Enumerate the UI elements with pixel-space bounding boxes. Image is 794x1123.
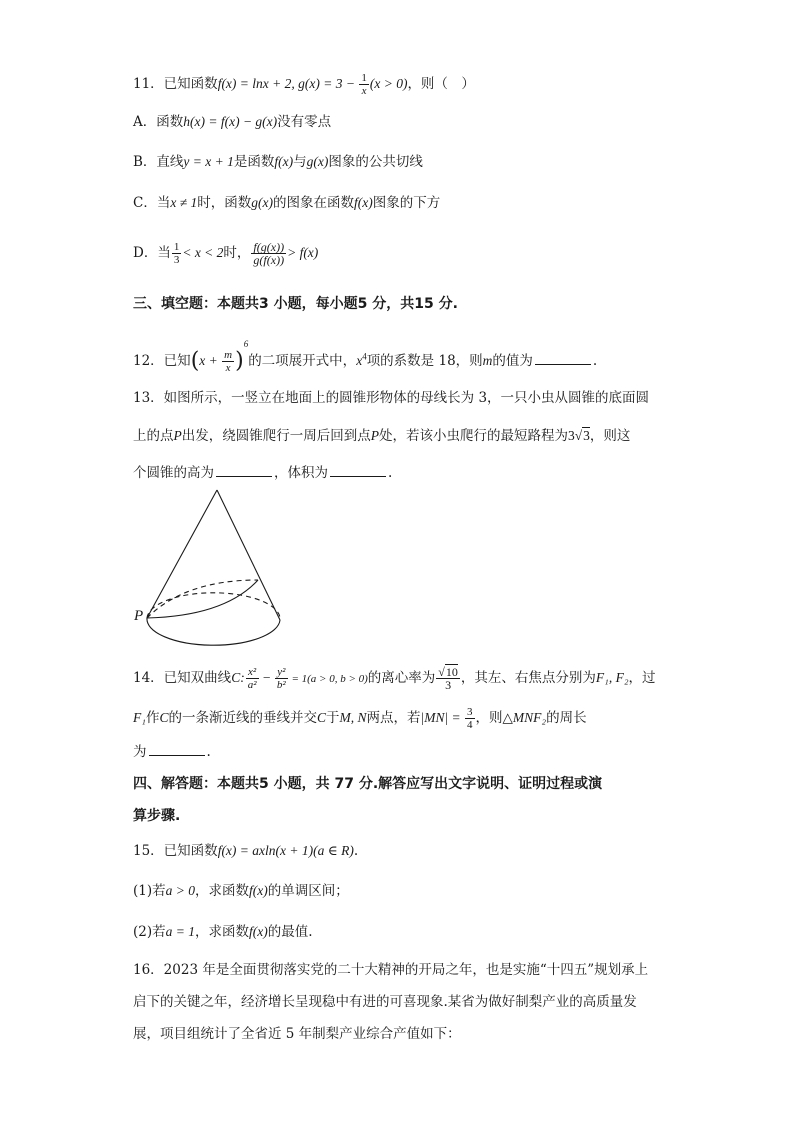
q11-option-a: A．函数h(x) = f(x) − g(x)没有零点 [133, 114, 332, 130]
q11-option-b: B．直线y = x + 1是函数f(x)与g(x)图象的公共切线 [133, 154, 423, 170]
bug-path-front [147, 580, 258, 618]
section-solve-heading-2: 算步骤. [133, 808, 181, 824]
q15-part-1: (1)若a > 0，求函数f(x)的单调区间； [133, 883, 349, 899]
q16-line-1: 16．2023 年是全面贯彻落实党的二十大精神的开局之年，也是实施“十四五”规划承上 [133, 962, 649, 978]
q13-height-blank [216, 464, 272, 477]
q16-line-2: 启下的关键之年，经济增长呈现稳中有进的可喜现象.某省为做好制梨产业的高质量发 [133, 994, 637, 1010]
cone-base-front [147, 618, 280, 645]
q14-line-2: F₁作C的一条渐近线的垂线并交C于M, N两点，若|MN| = $\frac{3}{4}$ ，则△MNF₂的周长 [133, 706, 587, 731]
q11-fraction: $\frac{1}{x}$ [361, 72, 367, 97]
q16-line-3: 展，项目组统计了全省近 5 年制梨产业综合产值如下： [133, 1026, 461, 1042]
q15-part-2: (2)若a = 1，求函数f(x)的最值. [133, 924, 313, 940]
q13-line-1: 13．如图所示，一竖立在地面上的圆锥形物体的母线长为 3，一只小虫从圆锥的底面圆 [133, 390, 650, 406]
q11-stem: 11．已知函数f(x) = lnx + 2, g(x) = 3 − $\frac{1}{x}$ (x > 0)，则（ ） [133, 72, 475, 97]
q11-option-c: C．当x ≠ 1时，函数g(x)的图象在函数f(x)图象的下方 [133, 195, 441, 211]
cone-base-back [147, 593, 280, 620]
section-solve-heading-1: 四、解答题：本题共5 小题，共 77 分.解答应写出文字说明、证明过程或演 [133, 776, 603, 792]
bug-path-back [147, 580, 258, 618]
q15-stem: 15．已知函数f(x) = axln(x + 1)(a ∈ R). [133, 843, 359, 859]
q13-line-2: 上的点P出发，绕圆锥爬行一周后回到点P处，若该小虫爬行的最短路程为3√3，则这 [133, 428, 631, 444]
cone-figure [130, 488, 300, 658]
q11-option-d: D．当 $\frac{1}{3}$ < x < 2时， $\frac{f(g(x))}{g(f(x))}$ > f(x) [133, 240, 319, 267]
q14-answer-blank [149, 743, 205, 756]
q13-volume-blank [330, 464, 386, 477]
cone-left-generatrix [147, 490, 217, 618]
cone-right-generatrix [217, 490, 280, 620]
q14-line-3: 为 . [133, 744, 211, 760]
section-fill-in-heading: 三、填空题：本题共3 小题，每小题5 分，共15 分. [133, 296, 458, 312]
point-p-label: P [134, 608, 144, 624]
q14-line-1: 14．已知双曲线C: $\frac{\text{x²}}{\text{a²}}$ − $\frac{\text{y²}}{\text{b²}}$ = 1(a > 0, b > 0)的离心率为 $\frac{√10}{3}$ ，其左、右焦点分别为F₁, F₂，过 [133, 665, 656, 692]
q13-line-3: 个圆锥的高为 ，体积为 . [133, 465, 393, 481]
q12-answer-blank [535, 352, 591, 365]
q12-stem: 12．已知(x + $\frac{m}{x}$ )$^6$的二项展开式中，$x^4$项的系数是 18，则m的值为 . [133, 339, 598, 374]
